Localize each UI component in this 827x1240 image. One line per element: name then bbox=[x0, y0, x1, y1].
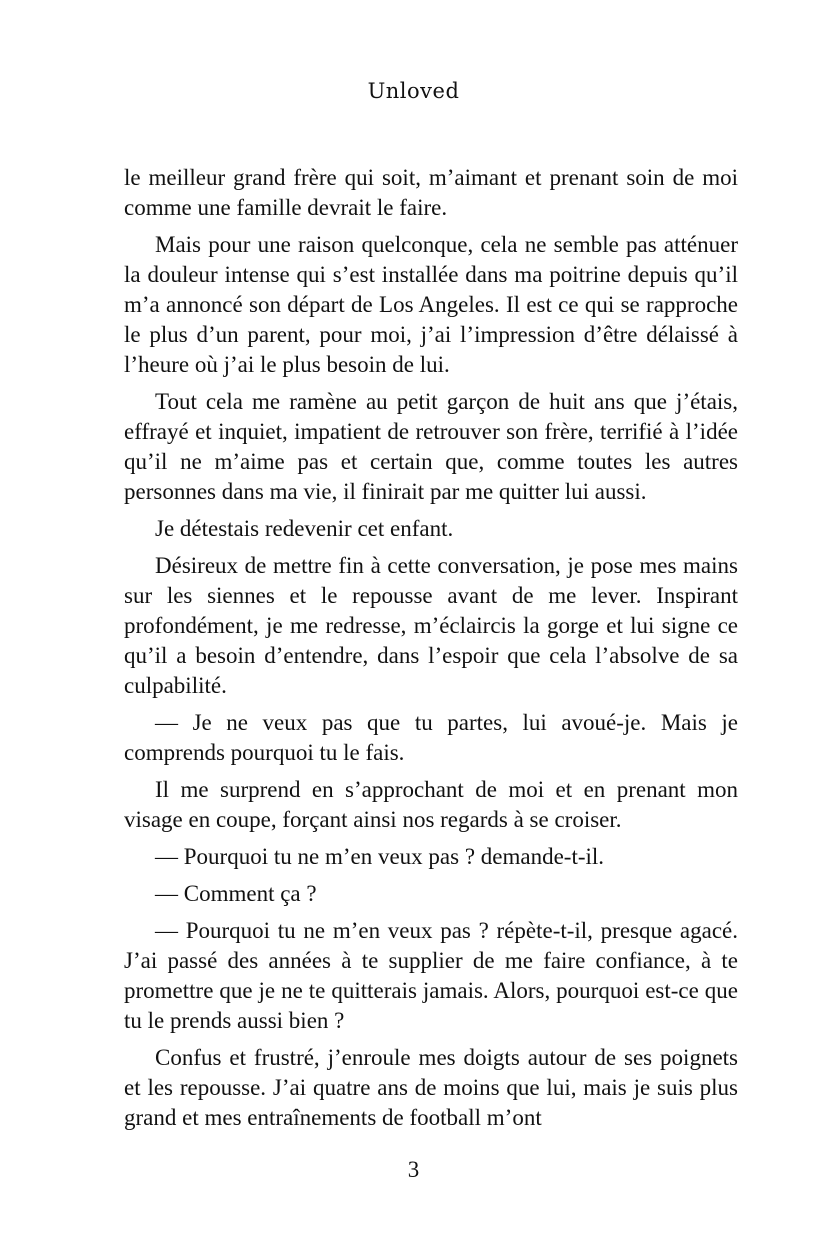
paragraph-4: Je détestais redevenir cet enfant. bbox=[155, 516, 454, 541]
paragraph-3: Tout cela me ramène au petit garçon de huit ans que j’étais, effrayé et inquiet, impatient de retrouver son frère, terrifié à l’idée qu’il ne m’aime pas et certain que, comme toutes les autres personnes dans ma vie, il finirait par me quitter lui aussi. bbox=[124, 389, 738, 504]
paragraph-9: — Comment ça ? bbox=[155, 881, 317, 906]
paragraph-2: Mais pour une raison quelconque, cela ne semble pas atténuer la douleur intense qui s’est installée dans ma poitrine depuis qu’il m’a annoncé son départ de Los Angeles. Il est ce qui se rapproche le plus d’un parent, pour moi, j’ai l’impression d’être délaissé à l’heure où j’ai le plus besoin de lui. bbox=[124, 232, 738, 377]
page-number: 3 bbox=[407, 1157, 420, 1182]
paragraph-6: — Je ne veux pas que tu partes, lui avoué-je. Mais je comprends pourquoi tu le fais. bbox=[124, 710, 738, 765]
paragraph-1: le meilleur grand frère qui soit, m’aimant et prenant soin de moi comme une famille devrait le faire. bbox=[124, 165, 738, 220]
paragraph-8: — Pourquoi tu ne m’en veux pas ? demande-t-il. bbox=[155, 844, 605, 869]
body-text bbox=[124, 163, 738, 1140]
running-header-title: Unloved bbox=[367, 79, 460, 103]
paragraph-11: Confus et frustré, j’enroule mes doigts autour de ses poignets et les repousse. J’ai quatre ans de moins que lui, mais je suis plus grand et mes entraînements de football m’ont bbox=[124, 1045, 738, 1130]
paragraph-7: Il me surprend en s’approchant de moi et en prenant mon visage en coupe, forçant ainsi nos regards à se croiser. bbox=[124, 777, 738, 832]
paragraph-10: — Pourquoi tu ne m’en veux pas ? répète-t-il, presque agacé. J’ai passé des années à te supplier de me faire confiance, à te promettre que je ne te quitterais jamais. Alors, pourquoi est-ce que tu le prends aussi bien ? bbox=[124, 918, 738, 1033]
paragraph-5: Désireux de mettre fin à cette conversation, je pose mes mains sur les siennes et le repousse avant de me lever. Inspirant profondément, je me redresse, m’éclaircis la gorge et lui signe ce qu’il a besoin d’entendre, dans l’espoir que cela l’absolve de sa culpabilité. bbox=[124, 553, 738, 698]
